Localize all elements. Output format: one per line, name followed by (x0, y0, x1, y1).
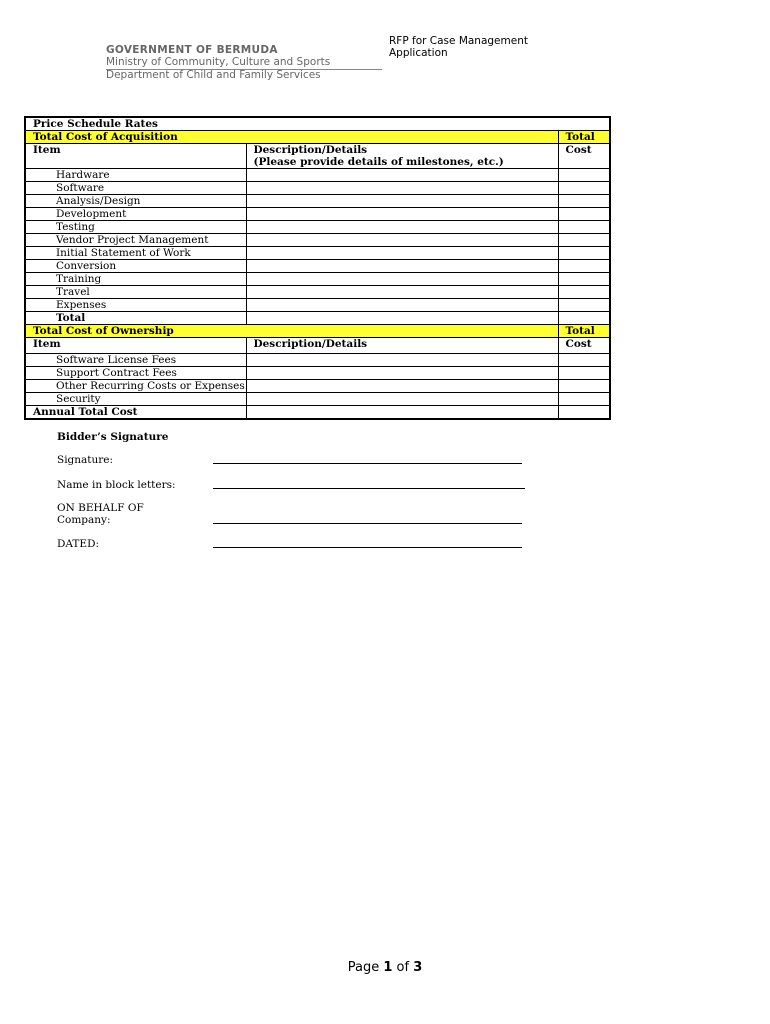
table-row (25, 380, 610, 393)
cost-cell[interactable] (558, 286, 610, 299)
item-label: Initial Statement of Work (25, 247, 246, 260)
table-row (25, 354, 610, 367)
description-cell[interactable] (246, 234, 558, 247)
table-row (25, 260, 610, 273)
price-schedule-table (24, 116, 611, 420)
annual-total-cost-label: Annual Total Cost (25, 406, 246, 420)
col-header-description: Description/Details (246, 338, 558, 354)
item-label: Software (25, 182, 246, 195)
table-row (25, 195, 610, 208)
description-cell[interactable] (246, 247, 558, 260)
cost-cell[interactable] (558, 169, 610, 182)
page-total: 3 (413, 960, 423, 975)
cost-cell[interactable] (558, 182, 610, 195)
col-header-description-note: (Please provide details of milestones, etc.) (253, 156, 504, 168)
table-row (25, 182, 610, 195)
department-name: Department of Child and Family Services (106, 69, 321, 81)
description-cell[interactable] (246, 380, 558, 393)
cost-cell[interactable] (558, 367, 610, 380)
annual-total-cost-cell[interactable] (558, 406, 610, 420)
col-header-description-text: Description/Details (253, 144, 368, 156)
item-label: Testing (25, 221, 246, 234)
document-title-line-2: Application (389, 46, 448, 59)
col-header-item: Item (25, 338, 246, 354)
item-label: Expenses (25, 299, 246, 312)
col-header-cost: Cost (558, 338, 610, 354)
page-current: 1 (383, 960, 393, 975)
letterhead (106, 45, 382, 82)
item-label: Support Contract Fees (25, 367, 246, 380)
ministry-name: Ministry of Community, Culture and Sports (106, 57, 382, 71)
government-name: GOVERNMENT OF BERMUDA (106, 44, 278, 56)
table-row (25, 169, 610, 182)
description-cell[interactable] (246, 221, 558, 234)
ownership-section-heading: Total Cost of Ownership (25, 325, 558, 338)
table-row (25, 208, 610, 221)
company-line[interactable] (213, 523, 522, 524)
cost-cell[interactable] (558, 393, 610, 406)
on-behalf-of-text: ON BEHALF OF (57, 502, 144, 514)
table-row (25, 367, 610, 380)
item-label: Development (25, 208, 246, 221)
item-label: Security (25, 393, 246, 406)
item-label: Vendor Project Management (25, 234, 246, 247)
cost-cell[interactable] (558, 195, 610, 208)
of-word: of (396, 960, 410, 975)
cost-cell[interactable] (558, 221, 610, 234)
description-cell[interactable] (246, 182, 558, 195)
cost-cell[interactable] (558, 247, 610, 260)
page-number (0, 960, 770, 975)
col-header-cost: Cost (558, 144, 610, 169)
name-block-letters-label: Name in block letters: (57, 479, 176, 491)
cost-cell[interactable] (558, 380, 610, 393)
cost-cell[interactable] (558, 273, 610, 286)
document-title (389, 36, 569, 59)
company-text: Company: (57, 514, 111, 526)
signature-label: Signature: (57, 454, 114, 466)
document-title-line-1: RFP for Case Management (389, 35, 528, 47)
annual-total-description-cell[interactable] (246, 406, 558, 420)
acquisition-section-heading: Total Cost of Acquisition (25, 131, 558, 144)
description-cell[interactable] (246, 286, 558, 299)
description-cell[interactable] (246, 367, 558, 380)
item-label: Other Recurring Costs or Expenses (25, 380, 246, 393)
signature-heading: Bidder’s Signature (57, 431, 169, 443)
signature-line[interactable] (213, 463, 522, 464)
item-label: Analysis/Design (25, 195, 246, 208)
cost-cell[interactable] (558, 234, 610, 247)
name-line[interactable] (213, 488, 525, 489)
description-cell[interactable] (246, 299, 558, 312)
cost-cell[interactable] (558, 260, 610, 273)
table-row (25, 299, 610, 312)
item-label: Travel (25, 286, 246, 299)
table-row (25, 393, 610, 406)
description-cell[interactable] (246, 393, 558, 406)
cost-cell[interactable] (558, 299, 610, 312)
description-cell[interactable] (246, 273, 558, 286)
item-label: Training (25, 273, 246, 286)
acquisition-total-cost-cell[interactable] (558, 312, 610, 325)
dated-label: DATED: (57, 538, 100, 550)
table-row (25, 234, 610, 247)
table-row (25, 286, 610, 299)
acquisition-total-description-cell[interactable] (246, 312, 558, 325)
table-title: Price Schedule Rates (25, 117, 610, 131)
item-label: Conversion (25, 260, 246, 273)
description-cell[interactable] (246, 354, 558, 367)
on-behalf-of-label (57, 502, 144, 526)
table-row (25, 221, 610, 234)
col-header-item: Item (25, 144, 246, 169)
page-word: Page (347, 960, 380, 975)
item-label: Software License Fees (25, 354, 246, 367)
description-cell[interactable] (246, 260, 558, 273)
ownership-total-heading: Total (558, 325, 610, 338)
table-row (25, 247, 610, 260)
acquisition-total-heading: Total (558, 131, 610, 144)
col-header-description (246, 144, 558, 169)
table-row (25, 273, 610, 286)
description-cell[interactable] (246, 195, 558, 208)
dated-line[interactable] (213, 547, 522, 548)
cost-cell[interactable] (558, 354, 610, 367)
description-cell[interactable] (246, 208, 558, 221)
acquisition-total-row-label: Total (25, 312, 246, 325)
cost-cell[interactable] (558, 208, 610, 221)
description-cell[interactable] (246, 169, 558, 182)
item-label: Hardware (25, 169, 246, 182)
